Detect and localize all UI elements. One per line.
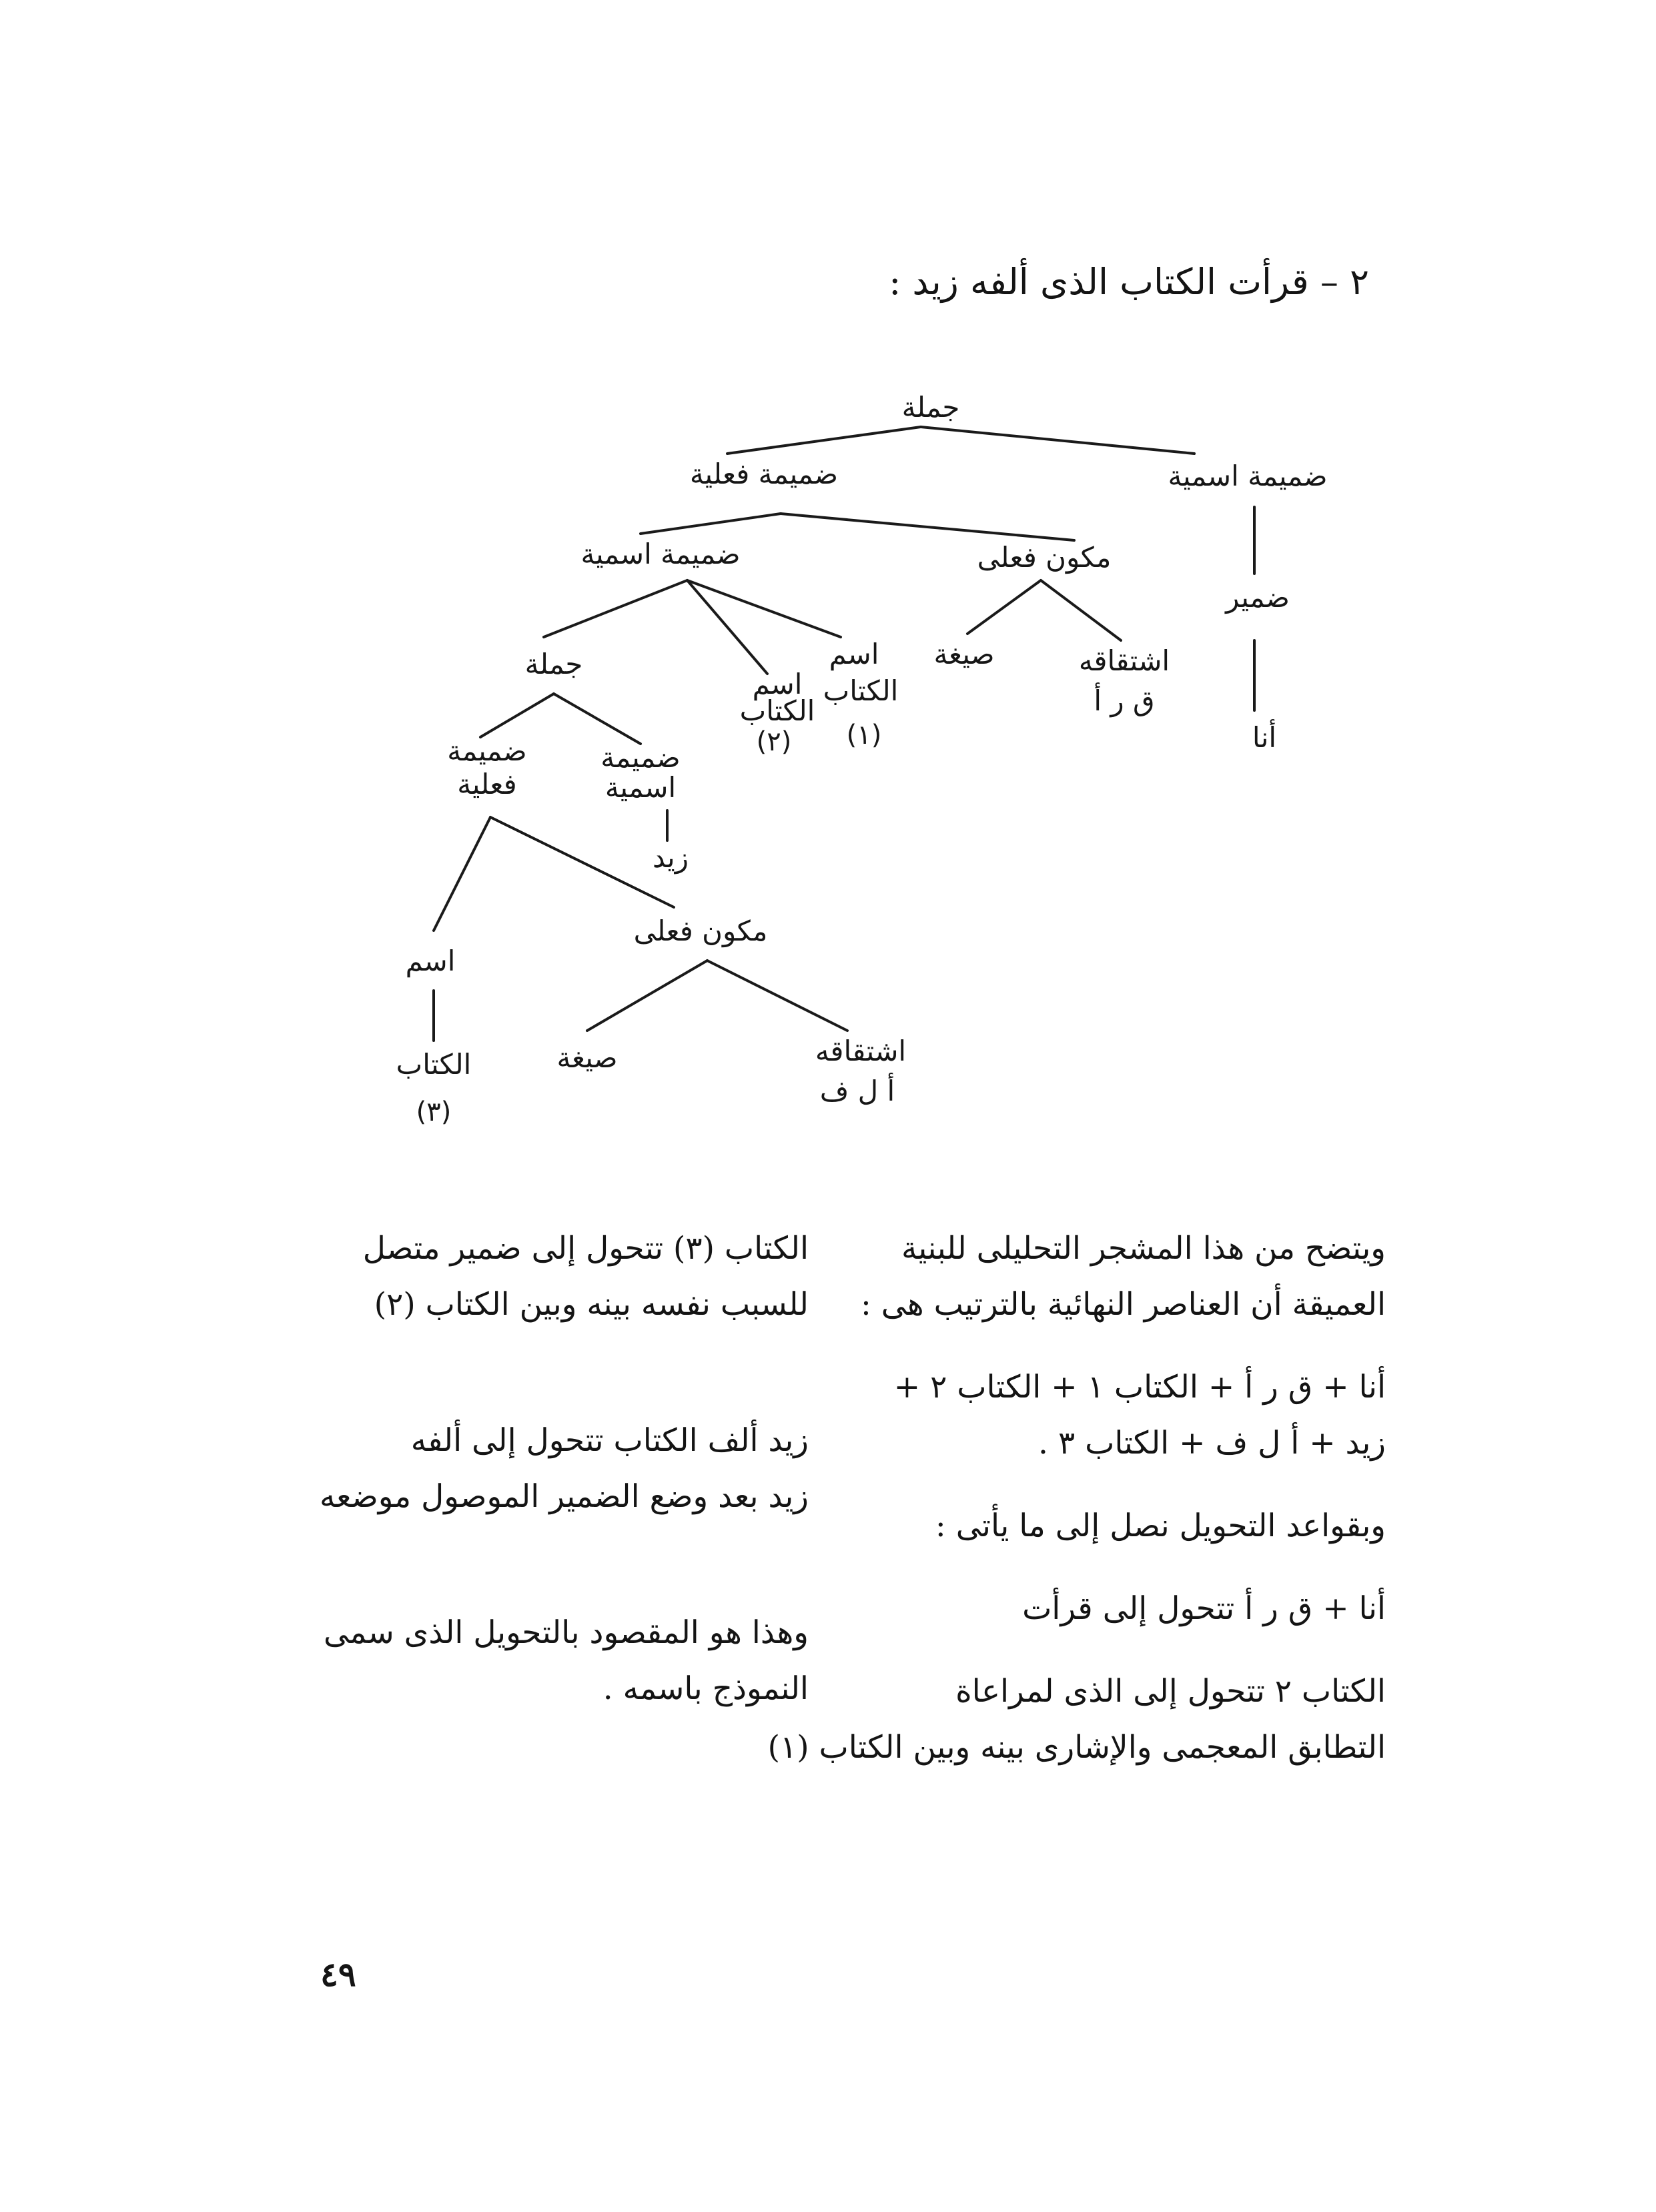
branch-verb-derivation: [1041, 580, 1121, 640]
text-line: النموذج باسمه .: [602, 1670, 809, 1707]
text-line: الكتاب ٢ تتحول إلى الذى لمراعاة: [955, 1673, 1386, 1710]
node-inner-vp-line2: فعلية: [457, 768, 517, 800]
node-inner-verb-form: صيغة: [556, 1041, 618, 1074]
formula-line: أنا + ق ر أ + الكتاب ١ + الكتاب ٢ +: [893, 1369, 1386, 1406]
text-line: الكتاب (٣) تتحول إلى ضمير متصل: [362, 1230, 809, 1267]
formula-line: زيد + أ ل ف + الكتاب ٣ .: [1038, 1425, 1386, 1462]
left-text-column: [275, 1221, 809, 1717]
branch-inner-verb-derivation: [707, 961, 847, 1031]
node-root: جملة: [901, 391, 960, 424]
node-verb-derivation: اشتقاقه: [1078, 644, 1170, 677]
node-inner-verb-derivation: اشتقاقه: [815, 1035, 907, 1067]
node-noun2-value: الكتاب: [739, 694, 815, 727]
node-noun1-value: الكتاب: [823, 674, 899, 707]
node-inner-subject: زيد: [652, 841, 689, 874]
text-line: وبقواعد التحويل نصل إلى ما يأتى :: [935, 1508, 1386, 1544]
node-inner-np-line1: ضميمة: [600, 741, 681, 774]
node-verb-root: ق ر أ: [1094, 684, 1155, 717]
branch-root-vp: [727, 427, 921, 454]
branch-clause-vp: [480, 694, 554, 737]
branch-inner-vp-verb: [490, 817, 674, 907]
node-noun1: اسم: [829, 638, 879, 670]
branch-inner-vp-noun: [434, 817, 490, 931]
node-verb-form: صيغة: [933, 638, 995, 670]
node-noun1-index: (١): [846, 720, 882, 750]
node-inner-np-line2: اسمية: [604, 771, 677, 804]
branch-vp-verb: [781, 514, 1074, 540]
text-line: زيد بعد وضع الضمير الموصول موضعه: [319, 1478, 809, 1515]
text-line: وهذا هو المقصود بالتحويل الذى سمى: [323, 1614, 809, 1651]
node-np-subject: ضميمة اسمية: [1168, 460, 1328, 492]
text-line: زيد ألف الكتاب تتحول إلى ألفه: [410, 1422, 809, 1459]
branch-vp-object: [641, 514, 781, 534]
page-number: ٤٩: [320, 1955, 356, 1994]
node-noun2: اسم: [752, 668, 803, 700]
node-inner-noun-value: الكتاب: [396, 1048, 472, 1081]
node-inner-noun-index: (٣): [416, 1097, 452, 1127]
node-object-clause: جملة: [524, 648, 583, 680]
node-inner-verb-component: مكون فعلى: [633, 915, 768, 947]
node-np-object: ضميمة اسمية: [580, 538, 741, 570]
text-line: ويتضح من هذا المشجر التحليلى للبنية: [901, 1230, 1386, 1267]
text-line: العميقة أن العناصر النهائية بالترتيب هى :: [860, 1286, 1386, 1323]
text-line: للسبب نفسه بينه وبين الكتاب (٢): [374, 1286, 809, 1323]
node-noun2-index: (٢): [756, 726, 792, 757]
text-line: التطابق المعجمى والإشارى بينه وبين الكتاب (١): [767, 1729, 1386, 1766]
branch-verb-form: [967, 580, 1041, 634]
node-inner-noun: اسم: [405, 945, 456, 977]
node-pronoun-leaf: أنا: [1252, 721, 1277, 754]
node-vp: ضميمة فعلية: [689, 458, 839, 490]
right-text-column: [767, 1221, 1386, 1776]
branch-object-clause: [544, 580, 687, 637]
example-heading: ٢ – قرأت الكتاب الذى ألفه زيد :: [889, 261, 1369, 303]
branch-inner-verb-form: [587, 961, 707, 1031]
node-verb-component: مكون فعلى: [977, 541, 1112, 574]
node-pronoun: ضمير: [1226, 581, 1290, 614]
text-line: أنا + ق ر أ تتحول إلى قرأت: [1022, 1590, 1386, 1627]
node-inner-vp-line1: ضميمة: [447, 734, 527, 767]
branch-root-np: [921, 427, 1194, 454]
tree-branches: [434, 427, 1254, 1041]
node-inner-verb-root: أ ل ف: [819, 1075, 895, 1107]
branch-clause-np: [554, 694, 641, 744]
